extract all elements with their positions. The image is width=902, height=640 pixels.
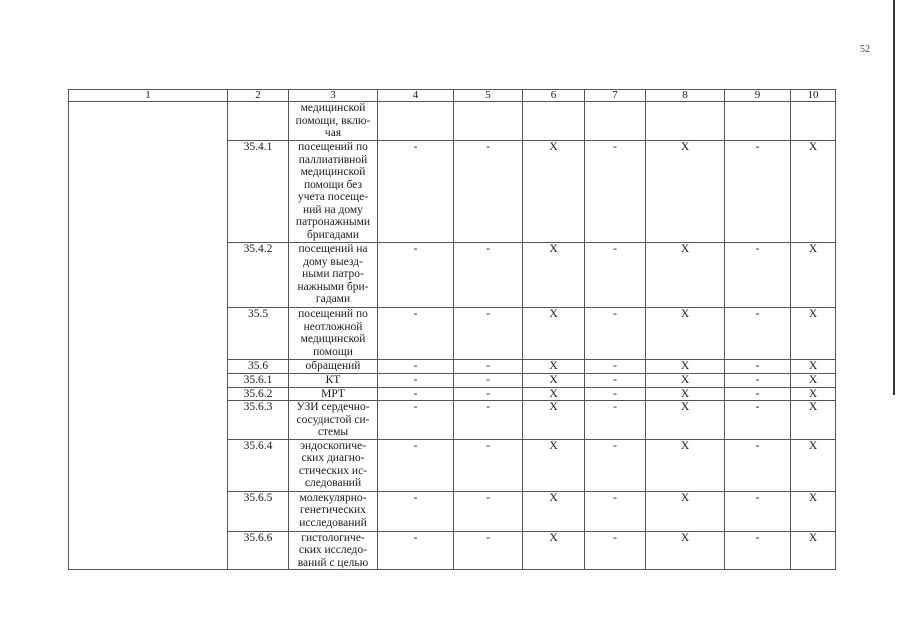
value-cell: -: [454, 308, 523, 360]
value-cell: -: [585, 401, 646, 440]
value-cell: -: [378, 360, 454, 374]
value-cell: X: [791, 141, 836, 243]
value-cell: X: [523, 374, 585, 388]
value-cell: -: [378, 387, 454, 401]
value-cell: X: [523, 141, 585, 243]
row-name: МРТ: [289, 387, 378, 401]
value-cell: -: [725, 374, 791, 388]
value-cell: -: [378, 401, 454, 440]
value-cell: -: [725, 243, 791, 308]
column-header: 3: [289, 90, 378, 102]
value-cell: -: [454, 243, 523, 308]
value-cell: X: [523, 531, 585, 570]
value-cell: X: [791, 387, 836, 401]
value-cell: -: [378, 491, 454, 531]
value-cell: X: [523, 360, 585, 374]
value-cell: -: [454, 387, 523, 401]
value-cell: -: [378, 141, 454, 243]
row-name: медицинской помощи, вклю- чая: [289, 102, 378, 141]
column-header: 2: [228, 90, 289, 102]
column-header: 5: [454, 90, 523, 102]
row-code: 35.6.4: [228, 439, 289, 491]
value-cell: X: [523, 401, 585, 440]
value-cell: -: [378, 439, 454, 491]
value-cell: X: [646, 243, 725, 308]
column-header: 9: [725, 90, 791, 102]
row-code: 35.6.1: [228, 374, 289, 388]
page-number: 52: [860, 44, 870, 55]
value-cell: X: [523, 439, 585, 491]
value-cell: X: [646, 491, 725, 531]
table-row: [69, 102, 836, 141]
value-cell: -: [454, 141, 523, 243]
value-cell: [454, 102, 523, 141]
column-header: 8: [646, 90, 725, 102]
row-code: 35.6.6: [228, 531, 289, 570]
value-cell: -: [585, 491, 646, 531]
column-header: 10: [791, 90, 836, 102]
value-cell: -: [585, 308, 646, 360]
value-cell: X: [646, 360, 725, 374]
row-code: 35.6: [228, 360, 289, 374]
value-cell: X: [646, 308, 725, 360]
value-cell: X: [523, 308, 585, 360]
value-cell: -: [378, 374, 454, 388]
value-cell: -: [585, 360, 646, 374]
value-cell: -: [454, 491, 523, 531]
page-edge-rule: [893, 0, 895, 395]
row-code: 35.4.2: [228, 243, 289, 308]
value-cell: X: [646, 439, 725, 491]
value-cell: -: [585, 439, 646, 491]
column-header: 6: [523, 90, 585, 102]
row-code: 35.6.5: [228, 491, 289, 531]
value-cell: -: [725, 360, 791, 374]
value-cell: X: [791, 439, 836, 491]
row-name: эндоскопиче- ских диагно- стических ис- следований: [289, 439, 378, 491]
value-cell: X: [791, 308, 836, 360]
value-cell: [585, 102, 646, 141]
value-cell: X: [791, 374, 836, 388]
value-cell: X: [646, 387, 725, 401]
data-table: [68, 89, 836, 570]
value-cell: [791, 102, 836, 141]
value-cell: -: [378, 531, 454, 570]
row-name: КТ: [289, 374, 378, 388]
value-cell: X: [646, 374, 725, 388]
value-cell: -: [454, 531, 523, 570]
column-header: 4: [378, 90, 454, 102]
row-code: 35.4.1: [228, 141, 289, 243]
row-code: 35.5: [228, 308, 289, 360]
value-cell: -: [585, 374, 646, 388]
value-cell: -: [725, 491, 791, 531]
row-name: посещений на дому выезд- ными патро- нажными бри- гадами: [289, 243, 378, 308]
value-cell: -: [725, 308, 791, 360]
row-code: 35.6.2: [228, 387, 289, 401]
row-code: [228, 102, 289, 141]
header-row: [69, 90, 836, 102]
value-cell: -: [725, 531, 791, 570]
value-cell: -: [725, 401, 791, 440]
row-code: 35.6.3: [228, 401, 289, 440]
value-cell: -: [378, 243, 454, 308]
column-1-merged-cell: [69, 102, 228, 570]
row-name: посещений по паллиативной медицинской помощи без учета посеще- ний на дому патронажными бригадами: [289, 141, 378, 243]
value-cell: -: [725, 439, 791, 491]
value-cell: X: [791, 360, 836, 374]
value-cell: X: [646, 531, 725, 570]
value-cell: -: [725, 141, 791, 243]
value-cell: -: [454, 439, 523, 491]
value-cell: X: [791, 531, 836, 570]
value-cell: X: [523, 243, 585, 308]
value-cell: X: [791, 243, 836, 308]
value-cell: X: [523, 491, 585, 531]
row-name: посещений по неотложной медицинской помощи: [289, 308, 378, 360]
value-cell: -: [585, 243, 646, 308]
value-cell: X: [646, 141, 725, 243]
value-cell: X: [646, 401, 725, 440]
value-cell: [725, 102, 791, 141]
value-cell: -: [585, 141, 646, 243]
value-cell: X: [523, 387, 585, 401]
value-cell: [523, 102, 585, 141]
row-name: молекулярно- генетических исследований: [289, 491, 378, 531]
value-cell: -: [585, 387, 646, 401]
value-cell: X: [791, 491, 836, 531]
value-cell: -: [378, 308, 454, 360]
column-header: 1: [69, 90, 228, 102]
row-name: УЗИ сердечно- сосудистой си- стемы: [289, 401, 378, 440]
row-name: гистологиче- ских исследо- ваний с целью: [289, 531, 378, 570]
value-cell: -: [454, 401, 523, 440]
value-cell: -: [585, 531, 646, 570]
value-cell: -: [454, 360, 523, 374]
value-cell: [378, 102, 454, 141]
value-cell: X: [791, 401, 836, 440]
column-header: 7: [585, 90, 646, 102]
value-cell: -: [454, 374, 523, 388]
value-cell: -: [725, 387, 791, 401]
value-cell: [646, 102, 725, 141]
row-name: обращений: [289, 360, 378, 374]
